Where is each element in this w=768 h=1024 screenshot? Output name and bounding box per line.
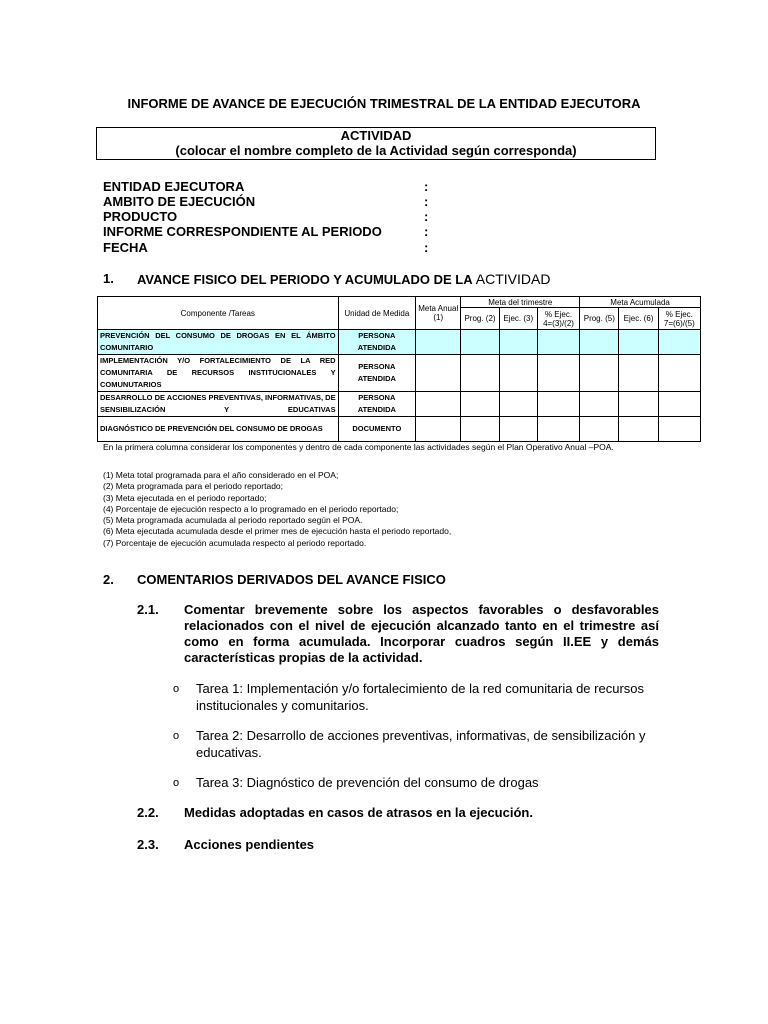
value-cell: [461, 355, 499, 392]
list-item: [173, 727, 713, 763]
header-prog-acumulada: Prog. (5): [580, 308, 619, 330]
value-cell: [658, 330, 700, 355]
value-cell: [461, 330, 499, 355]
field-separator: :: [424, 179, 429, 194]
field-fecha: FECHA: [103, 240, 148, 255]
section-title: COMENTARIOS DERIVADOS DEL AVANCE FISICO: [137, 572, 446, 587]
subsection-number: 2.3.: [137, 837, 159, 852]
list-item-text: Tarea 3: Diagnóstico de prevención del consumo de drogas: [196, 775, 539, 790]
document-title: INFORME DE AVANCE DE EJECUCIÓN TRIMESTRAL DE LA ENTIDAD EJECUTORA: [127, 96, 641, 111]
subsection-number: 2.2.: [137, 805, 159, 820]
value-cell: [580, 355, 619, 392]
value-cell: [416, 417, 461, 442]
header-ejec-trimestre: Ejec. (3): [499, 308, 537, 330]
table-row: [98, 392, 701, 417]
value-cell: [537, 330, 579, 355]
unit-cell: PERSONA ATENDIDA: [338, 330, 416, 355]
footnote-item: (5) Meta programada acumulada al periodo reportado según el POA.: [103, 515, 363, 526]
component-cell: PREVENCIÓN DEL CONSUMO DE DROGAS EN EL ÁMBITO COMUNITARIO: [98, 330, 339, 355]
list-item: [173, 774, 713, 794]
value-cell: [461, 392, 499, 417]
subsection-number: 2.1.: [137, 602, 159, 617]
header-pct-trimestre: % Ejec. 4=(3)/(2): [537, 308, 579, 330]
bullet-marker: o: [173, 683, 180, 695]
bullet-marker: o: [173, 730, 180, 742]
subsection-2-3: [137, 837, 697, 855]
section-1-heading: [103, 271, 703, 289]
value-cell: [416, 392, 461, 417]
activity-box: [96, 127, 656, 160]
footnote-item: (6) Meta ejecutada acumulada desde el primer mes de ejecución hasta el periodo reportado,: [103, 526, 452, 537]
unit-cell: PERSONA ATENDIDA: [338, 355, 416, 392]
subsection-text: Comentar brevemente sobre los aspectos favorables o desfavorables relacionados con el nivel de ejecución alcanzado tanto en el trimestre así como en forma acumulada. Incorporar cuadros según II.EE y demás características propias de la actividad.: [184, 602, 659, 665]
value-cell: [580, 330, 619, 355]
table-note: En la primera columna considerar los componentes y dentro de cada componente las actividades según el Plan Operativo Anual –POA.: [103, 442, 614, 452]
value-cell: [619, 392, 658, 417]
value-cell: [537, 417, 579, 442]
unit-cell: DOCUMENTO: [338, 417, 416, 442]
component-cell: IMPLEMENTACIÓN Y/O FORTALECIMIENTO DE LA RED COMUNITARIA DE RECURSOS INSTITUCIONALES Y COMUNUTARIOS: [98, 355, 339, 392]
header-component: Componente /Tareas: [98, 297, 339, 330]
footnote-item: (2) Meta programada para el periodo reportado;: [103, 481, 284, 492]
table-row: [98, 330, 701, 355]
subsection-2-2: [137, 805, 697, 823]
activity-instruction: (colocar el nombre completo de la Actividad según corresponda): [175, 143, 577, 158]
value-cell: [658, 392, 700, 417]
field-separator: :: [424, 209, 429, 224]
header-ejec-acumulada: Ejec. (6): [619, 308, 658, 330]
field-producto: PRODUCTO: [103, 209, 178, 224]
value-cell: [537, 392, 579, 417]
section-number: 2.: [103, 572, 114, 587]
value-cell: [537, 355, 579, 392]
value-cell: [619, 355, 658, 392]
list-item: [173, 680, 713, 716]
footnote-item: (7) Porcentaje de ejecución acumulada respecto al periodo reportado.: [103, 537, 367, 548]
value-cell: [619, 330, 658, 355]
list-item-text: Tarea 1: Implementación y/o fortalecimiento de la red comunitaria de recursos institucionales y comunitarios.: [196, 681, 644, 713]
value-cell: [658, 417, 700, 442]
unit-cell: PERSONA ATENDIDA: [338, 392, 416, 417]
section-2-heading: [103, 572, 703, 590]
progress-table: [97, 296, 701, 442]
component-cell: DESARROLLO DE ACCIONES PREVENTIVAS, INFORMATIVAS, DE SENSIBILIZACIÓN Y EDUCATIVAS: [98, 392, 339, 417]
header-prog-trimestre: Prog. (2): [461, 308, 499, 330]
subsection-text: Medidas adoptadas en casos de atrasos en la ejecución.: [184, 805, 533, 820]
value-cell: [499, 330, 537, 355]
field-separator: :: [424, 224, 429, 239]
value-cell: [619, 417, 658, 442]
footnote-item: (1) Meta total programada para el año considerado en el POA;: [103, 470, 339, 480]
list-item-text: Tarea 2: Desarrollo de acciones preventivas, informativas, de sensibilización y educativas.: [196, 728, 646, 760]
header-unit: Unidad de Medida: [338, 297, 416, 330]
footnotes: [103, 470, 451, 549]
value-cell: [416, 355, 461, 392]
footnote-item: (3) Meta ejecutada en el periodo reportado;: [103, 492, 267, 503]
table-row: [98, 417, 701, 442]
activity-label: ACTIVIDAD: [340, 128, 412, 143]
header-meta-acumulada: Meta Acumulada: [580, 297, 701, 308]
header-meta-trimestre: Meta del trimestre: [461, 297, 580, 308]
footnote-item: (4) Porcentaje de ejecución respecto a lo programado en el periodo reportado;: [103, 503, 399, 514]
field-informe-periodo: INFORME CORRESPONDIENTE AL PERIODO: [103, 224, 382, 239]
section-title: AVANCE FISICO DEL PERIODO Y ACUMULADO DE LA: [137, 272, 473, 287]
field-ambito-ejecucion: AMBITO DE EJECUCIÓN: [103, 194, 256, 209]
header-pct-acumulada: % Ejec. 7=(6)/(5): [658, 308, 700, 330]
field-separator: :: [424, 240, 429, 255]
section-title-tail: ACTIVIDAD: [475, 271, 551, 287]
value-cell: [499, 392, 537, 417]
table-row: [98, 355, 701, 392]
field-separator: :: [424, 194, 429, 209]
header-meta-anual: Meta Anual (1): [416, 297, 461, 330]
component-cell: DIAGNÓSTICO DE PREVENCIÓN DEL CONSUMO DE DROGAS: [98, 417, 339, 442]
section-number: 1.: [103, 271, 114, 286]
value-cell: [658, 355, 700, 392]
value-cell: [580, 392, 619, 417]
subsection-2-1: [137, 602, 697, 672]
subsection-text: Acciones pendientes: [184, 837, 315, 852]
field-entidad-ejecutora: ENTIDAD EJECUTORA: [103, 179, 245, 194]
value-cell: [499, 355, 537, 392]
value-cell: [416, 330, 461, 355]
bullet-marker: o: [173, 777, 180, 789]
value-cell: [499, 417, 537, 442]
value-cell: [461, 417, 499, 442]
value-cell: [580, 417, 619, 442]
